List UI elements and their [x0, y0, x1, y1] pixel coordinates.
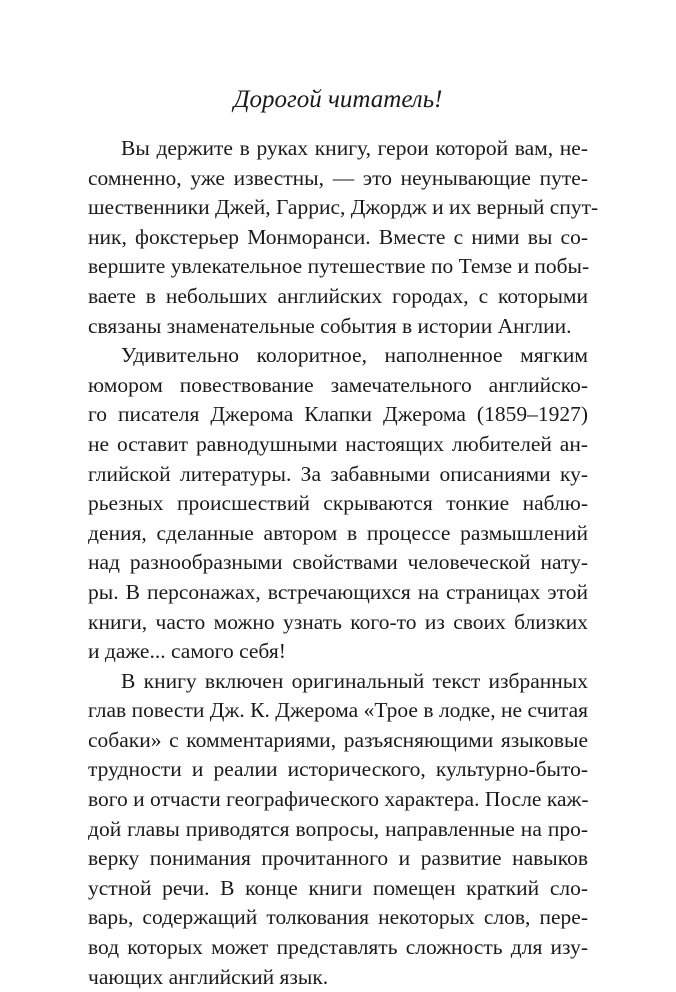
text-line: устной речи. В конце книги помещен краткий сло- — [88, 875, 588, 900]
text-line: варь, содержащий толкования некоторых слов, пере- — [88, 905, 588, 930]
text-line: вершите увлекательное путешествие по Темзе и побы- — [88, 254, 590, 279]
body-text — [88, 134, 599, 992]
text-line: рьезных происшествий скрываются тонкие наблю- — [88, 491, 588, 516]
text-line: и даже... самого себя! — [88, 639, 286, 664]
text-line: трудности и реалии исторического, культурно-быто- — [88, 757, 588, 782]
text-line: дой главы приводятся вопросы, направленные на про- — [88, 816, 588, 841]
text-line: чающих английский язык. — [88, 964, 329, 989]
text-line: глийской литературы. За забавными описаниями ку- — [88, 461, 588, 486]
text-line: ры. В персонажах, встречающихся на страницах этой — [88, 579, 588, 604]
text-line: верку понимания прочитанного и развитие навыков — [88, 846, 588, 871]
text-line: книги, часто можно узнать кого-то из своих близких — [88, 609, 588, 634]
text-line: сомненно, уже известны, — это неунывающие путе- — [88, 165, 588, 190]
text-line: собаки» с комментариями, разъясняющими языковые — [88, 727, 588, 752]
text-line: ник, фокстерьер Монморанси. Вместе с ними вы со- — [88, 224, 588, 249]
text-line: не оставит равнодушными настоящих любителей ан- — [88, 431, 588, 456]
text-line: вод которых может представлять сложность для изу- — [88, 935, 588, 960]
text-line: глав повести Дж. К. Джерома «Трое в лодке, не считая — [88, 698, 588, 723]
text-line: го писателя Джерома Клапки Джерома (1859–1927) — [88, 402, 588, 427]
text-line: В книгу включен оригинальный текст избранных — [121, 668, 588, 693]
text-line: над разнообразными свойствами человеческой нату- — [88, 550, 588, 575]
text-line: связаны знаменательные события в истории Англии. — [88, 313, 572, 338]
text-line: юмором повествование замечательного английско- — [88, 372, 588, 397]
text-line: вого и отчасти географического характера. После каж- — [88, 787, 589, 812]
text-line: Удивительно колоритное, наполненное мягким — [121, 343, 588, 368]
page-heading: Дорогой читатель! — [233, 86, 443, 113]
text-line: дения, сделанные автором в процессе размышлений — [88, 520, 588, 545]
text-line: шественники Джей, Гаррис, Джордж и их верный спут- — [88, 195, 599, 220]
text-line: ваете в небольших английских городах, с которыми — [88, 283, 588, 308]
text-line: Вы держите в руках книгу, герои которой вам, не- — [121, 136, 588, 160]
